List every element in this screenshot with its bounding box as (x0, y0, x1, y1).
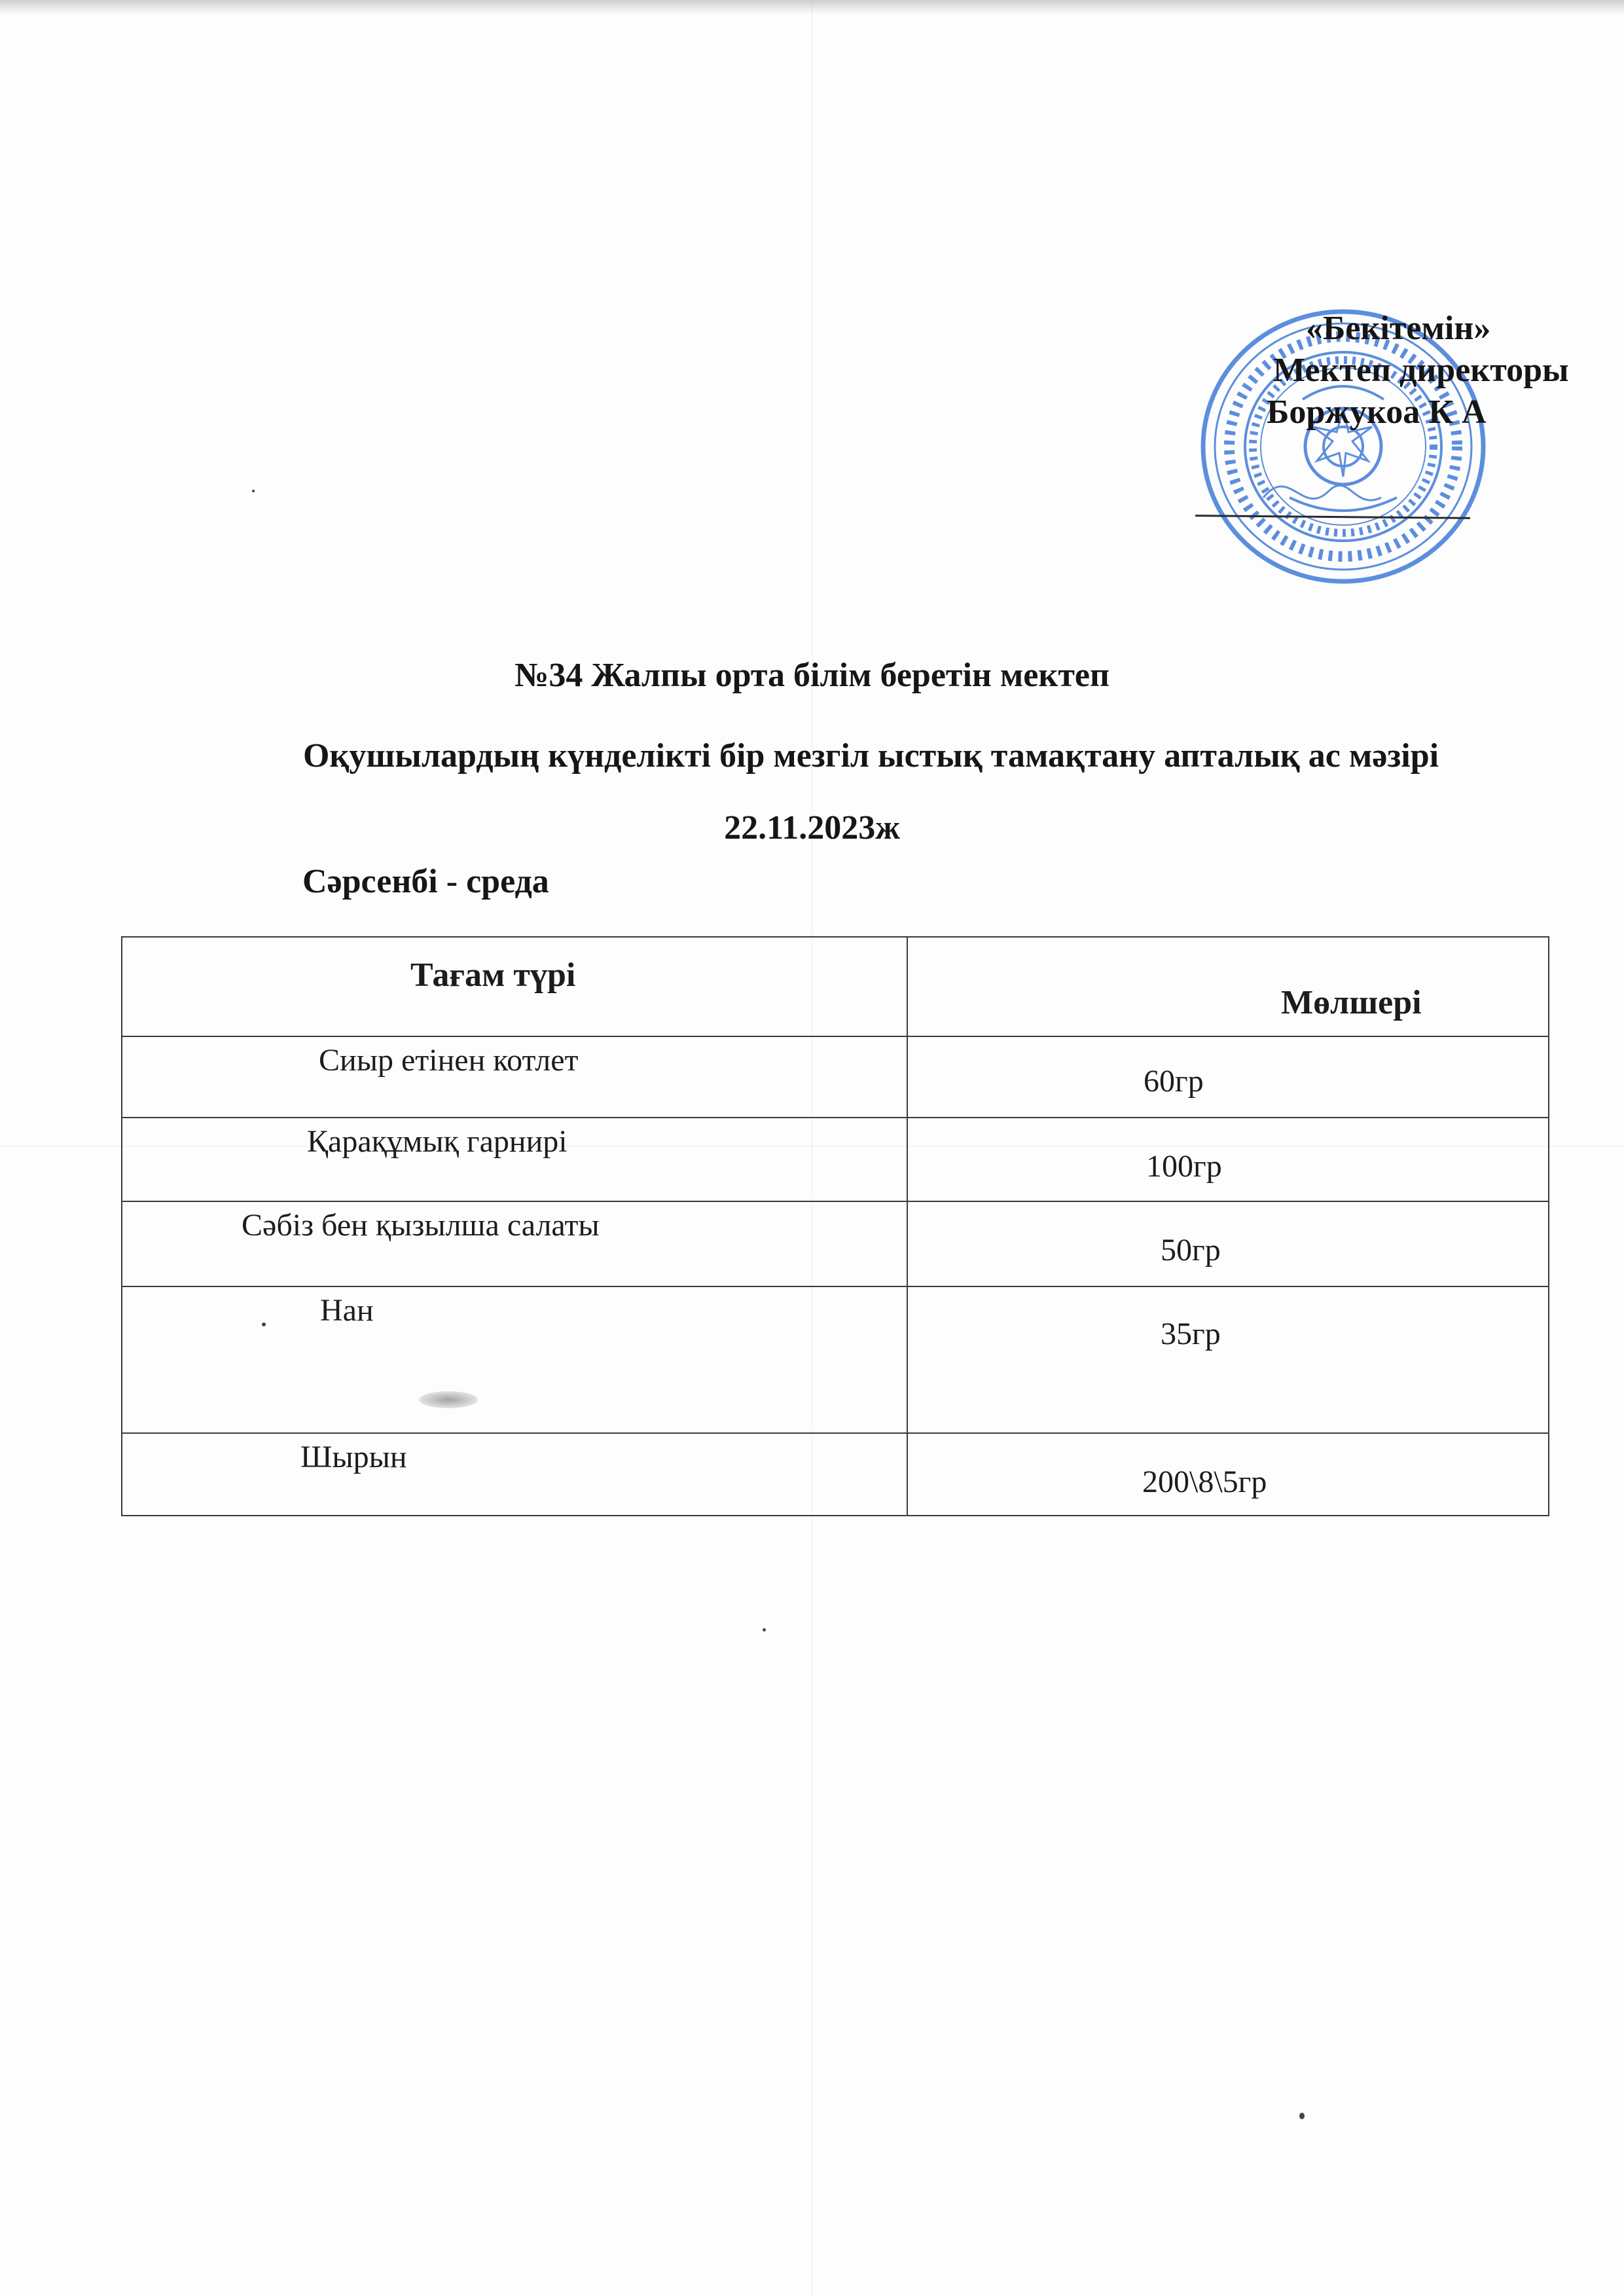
dish-cell (122, 1118, 907, 1201)
table-row (122, 1286, 1549, 1433)
dish-cell (122, 1286, 907, 1433)
school-name: №34 Жалпы орта білім беретін мектеп (514, 657, 1110, 694)
table-row (122, 1201, 1549, 1286)
column-header-dish (122, 937, 907, 1036)
approval-label: «Бекітемін» (1306, 310, 1491, 347)
column-header-amount (907, 937, 1549, 1036)
dish-amount: 60гр (1144, 1064, 1204, 1099)
table-row (122, 1433, 1549, 1516)
column-header-amount-label: Мөлшері (1281, 984, 1422, 1021)
dish-name: Сәбіз бен қызылша салаты (242, 1208, 600, 1243)
table-row (122, 1036, 1549, 1118)
amount-cell (907, 1118, 1549, 1201)
approval-block (1191, 301, 1597, 589)
scan-speck (262, 1322, 266, 1326)
amount-cell (907, 1036, 1549, 1118)
scan-speck (763, 1628, 766, 1631)
director-title: Мектеп директоры (1273, 352, 1569, 389)
table-header-row (122, 937, 1549, 1036)
dish-name: Қарақұмық гарнирі (307, 1124, 568, 1159)
table-row (122, 1118, 1549, 1201)
dish-cell (122, 1201, 907, 1286)
dish-amount: 100гр (1146, 1149, 1222, 1184)
dish-amount: 200\8\5гр (1142, 1465, 1267, 1499)
scan-smudge (419, 1391, 478, 1408)
scan-speck (1299, 2113, 1305, 2119)
dish-name: Нан (320, 1293, 374, 1328)
column-header-dish-label: Тағам түрі (410, 957, 576, 994)
amount-cell (907, 1433, 1549, 1516)
amount-cell (907, 1201, 1549, 1286)
director-name: Боржукоа К А (1267, 393, 1487, 431)
dish-amount: 35гр (1161, 1317, 1221, 1351)
dish-cell (122, 1433, 907, 1516)
menu-table (121, 936, 1549, 1516)
dish-cell (122, 1036, 907, 1118)
dish-amount: 50гр (1161, 1233, 1221, 1267)
dish-name: Сиыр етінен котлет (319, 1043, 579, 1078)
dish-name: Шырын (300, 1440, 407, 1474)
document-title: Оқушылардың күнделікті бір мезгіл ыстық тамақтану апталық ас мәзірі (302, 737, 1439, 774)
scan-speck (252, 490, 255, 492)
amount-cell (907, 1286, 1549, 1433)
approval-text (1227, 308, 1594, 433)
weekday-label: Сәрсенбі - среда (302, 863, 549, 900)
menu-date: 22.11.2023ж (724, 809, 900, 847)
